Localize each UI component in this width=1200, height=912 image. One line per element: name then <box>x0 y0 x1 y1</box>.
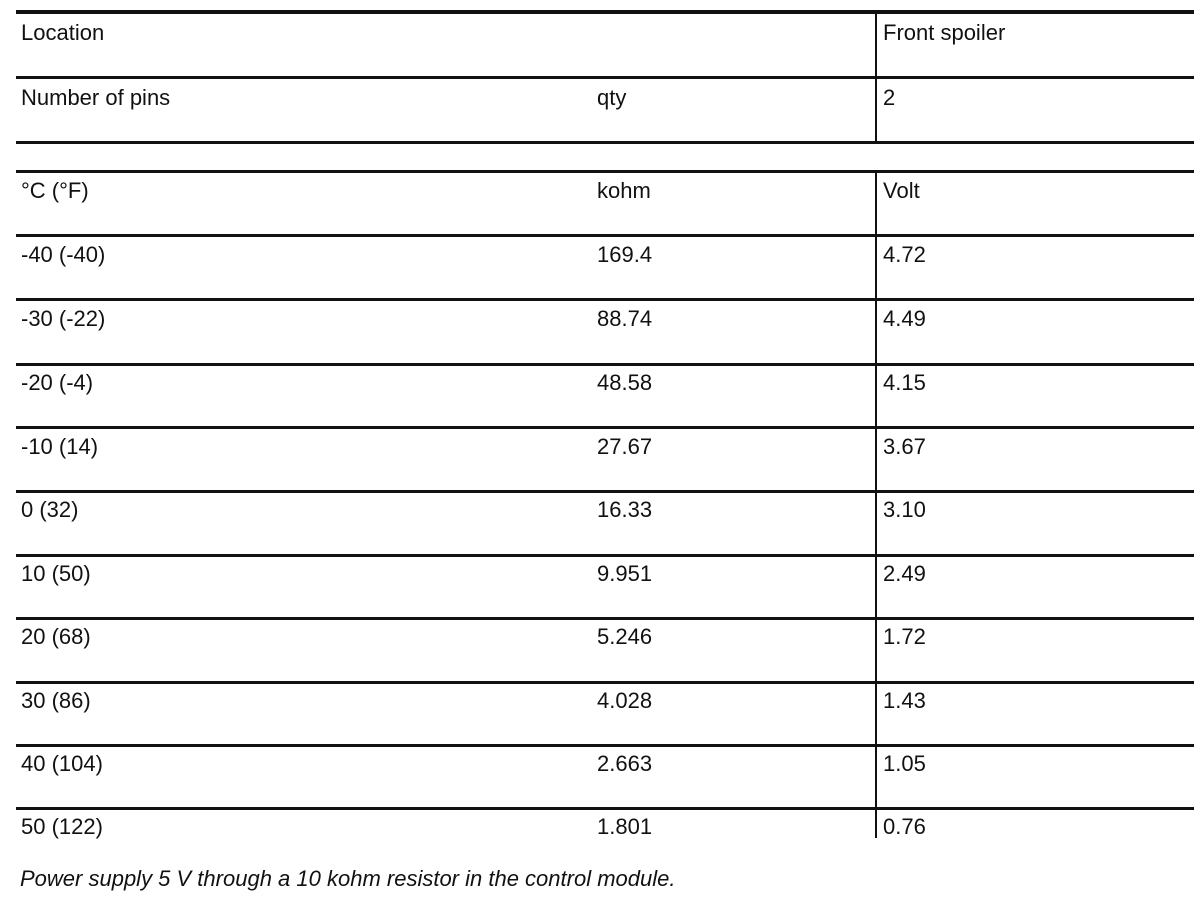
row-voltage: 2.49 <box>883 561 926 586</box>
row-voltage: 3.10 <box>883 497 926 522</box>
row-divider <box>16 170 1194 173</box>
row-resistance: 27.67 <box>597 434 653 459</box>
header-resistance: kohm <box>597 178 651 203</box>
column-separator-main <box>875 172 877 838</box>
row-resistance: 2.663 <box>597 751 653 776</box>
row-divider <box>16 76 1194 79</box>
row-voltage: 4.49 <box>883 306 926 331</box>
row-temperature: -20 (-4) <box>21 370 94 395</box>
row-voltage: 4.72 <box>883 242 926 267</box>
row-resistance: 48.58 <box>597 370 653 395</box>
row-resistance: 5.246 <box>597 624 653 649</box>
row-divider <box>16 141 1194 144</box>
row-divider <box>16 807 1194 810</box>
header-voltage: Volt <box>883 178 920 203</box>
pins-unit: qty <box>597 85 627 110</box>
row-resistance: 16.33 <box>597 497 653 522</box>
row-voltage: 1.05 <box>883 751 926 776</box>
row-voltage: 0.76 <box>883 814 926 839</box>
row-divider <box>16 298 1194 301</box>
location-label: Location <box>21 20 105 45</box>
row-temperature: -10 (14) <box>21 434 99 459</box>
row-resistance: 88.74 <box>597 306 653 331</box>
row-temperature: 30 (86) <box>21 688 91 713</box>
row-resistance: 169.4 <box>597 242 653 267</box>
row-temperature: 40 (104) <box>21 751 103 776</box>
row-resistance: 9.951 <box>597 561 653 586</box>
row-divider <box>16 234 1194 237</box>
row-temperature: 0 (32) <box>21 497 79 522</box>
row-divider <box>16 744 1194 747</box>
row-temperature: -30 (-22) <box>21 306 106 331</box>
pins-label: Number of pins <box>21 85 171 110</box>
row-voltage: 4.15 <box>883 370 926 395</box>
row-divider <box>16 363 1194 366</box>
row-voltage: 3.67 <box>883 434 926 459</box>
row-temperature: 10 (50) <box>21 561 91 586</box>
row-temperature: 20 (68) <box>21 624 91 649</box>
row-divider <box>16 426 1194 429</box>
row-temperature: 50 (122) <box>21 814 103 839</box>
footnote: Power supply 5 V through a 10 kohm resistor in the control module. <box>20 866 676 891</box>
row-resistance: 1.801 <box>597 814 653 839</box>
header-temperature: °C (°F) <box>21 178 89 203</box>
row-divider <box>16 681 1194 684</box>
pins-value: 2 <box>883 85 896 110</box>
row-temperature: -40 (-40) <box>21 242 106 267</box>
row-divider <box>16 554 1194 557</box>
table-top-rule <box>16 10 1194 14</box>
row-divider <box>16 490 1194 493</box>
row-voltage: 1.43 <box>883 688 926 713</box>
column-separator-top <box>875 12 877 141</box>
row-voltage: 1.72 <box>883 624 926 649</box>
row-resistance: 4.028 <box>597 688 653 713</box>
location-value: Front spoiler <box>883 20 1006 45</box>
row-divider <box>16 617 1194 620</box>
